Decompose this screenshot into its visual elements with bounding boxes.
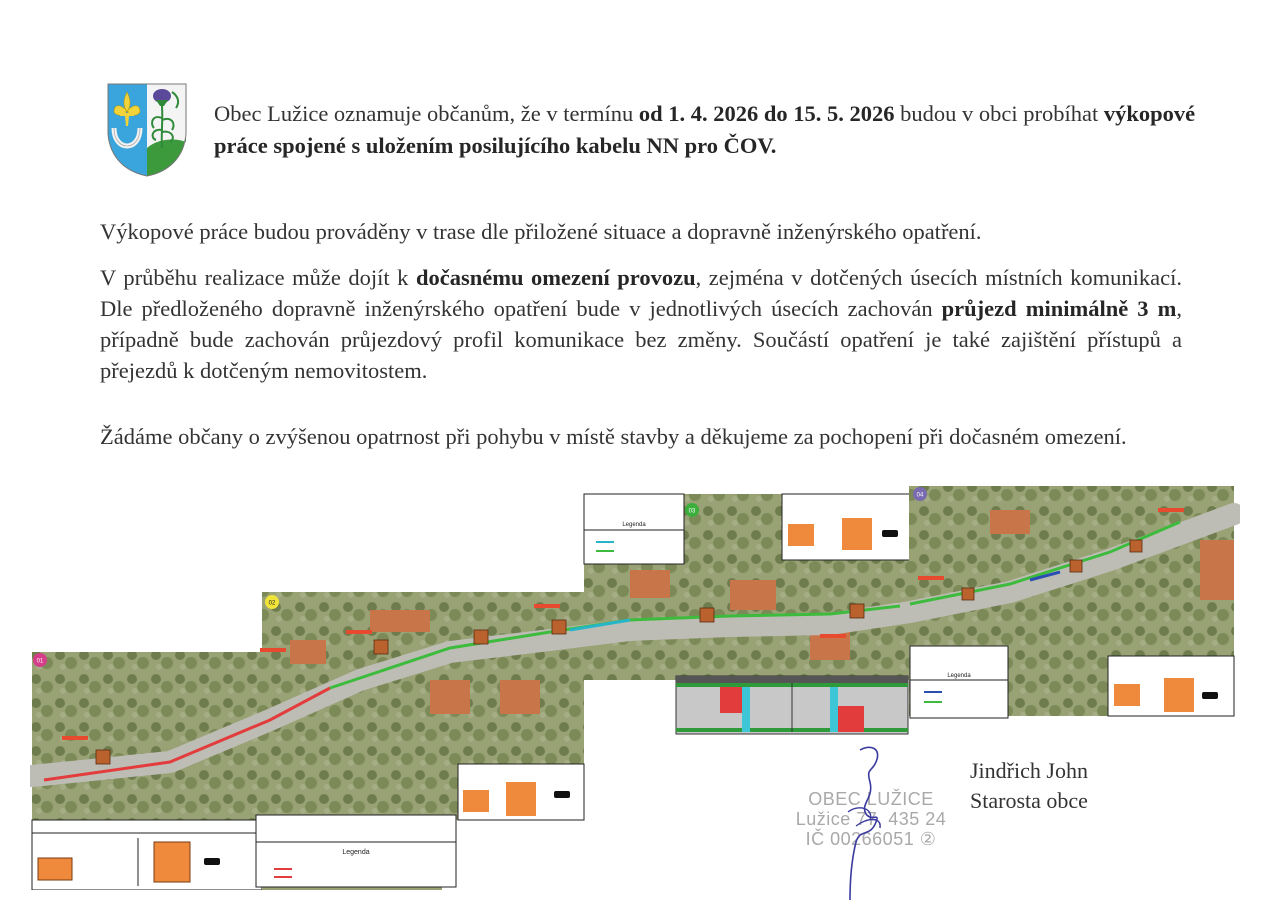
intro-text-middle: budou v obci probíhat bbox=[894, 101, 1104, 126]
p2-bold-restriction: dočasnému omezení provozu bbox=[415, 265, 696, 290]
handwritten-signature bbox=[830, 742, 910, 902]
signatory-title: Starosta obce bbox=[970, 788, 1088, 813]
p2-text-e: , případně bude zachován průjezdový profil komunikace bez změny. Součástí opatření je také zajištění přístupů a přejezdů k dotčeným nemovitostem. bbox=[100, 296, 1182, 383]
section-label-02 bbox=[265, 595, 279, 609]
legend-title-04: Legenda bbox=[947, 673, 971, 679]
legend-title-03: Legenda bbox=[622, 522, 646, 528]
p2-text-a: V průběhu realizace může dojít k bbox=[100, 265, 416, 290]
work-description: výkopové práce spojené s uložením posilujícího kabelu NN pro ČOV. bbox=[214, 101, 1196, 158]
work-period: od 1. 4. 2026 do 15. 5. 2026 bbox=[638, 101, 895, 126]
svg-text:03: 03 bbox=[688, 508, 696, 515]
section-label-01 bbox=[33, 653, 47, 667]
paragraph-traffic-restriction bbox=[100, 262, 1182, 386]
p2-text-c: , zejména v dotčených úsecích místních komunikací. Dle předloženého dopravně inženýrského opatření bude v jednotlivých úsecích zachován bbox=[100, 265, 1182, 321]
svg-text:02: 02 bbox=[268, 600, 276, 607]
paragraph-caution: Žádáme občany o zvýšenou opatrnost při pohybu v místě stavby a děkujeme za pochopení při dočasném omezení. bbox=[100, 424, 1127, 449]
section-label-04 bbox=[913, 487, 927, 501]
svg-text:01: 01 bbox=[36, 658, 44, 665]
intro-text-start: Obec Lužice oznamuje občanům, že v termínu bbox=[214, 101, 639, 126]
section-label-03 bbox=[685, 503, 699, 517]
stamp-line-3: IČ 00266051 ② bbox=[805, 829, 937, 849]
p2-bold-passage: průjezd minimálně 3 m bbox=[941, 296, 1177, 321]
municipal-coat-of-arms-icon bbox=[106, 82, 188, 178]
stamp-line-1: OBEC LUŽICE bbox=[808, 789, 934, 809]
signatory-block bbox=[970, 756, 1088, 816]
announcement-intro bbox=[214, 98, 1214, 162]
svg-text:04: 04 bbox=[916, 492, 924, 499]
construction-site-map bbox=[30, 480, 1240, 890]
signatory-name: Jindřich John bbox=[970, 758, 1088, 783]
stamp-line-2: Lužice 77, 435 24 bbox=[795, 809, 947, 829]
legend-title-02: Legenda bbox=[342, 849, 370, 856]
paragraph-route: Výkopové práce budou prováděny v trase dle přiložené situace a dopravně inženýrského opatření. bbox=[100, 219, 982, 244]
